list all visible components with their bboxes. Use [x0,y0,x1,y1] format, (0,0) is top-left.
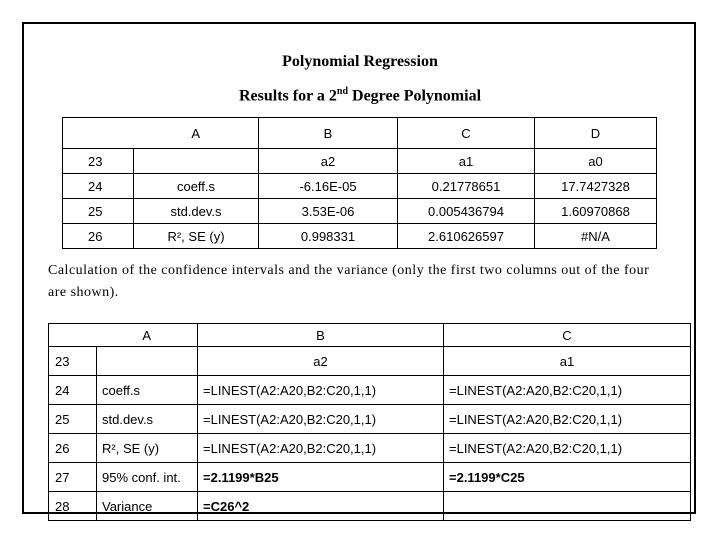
subtitle-superscript: nd [336,86,349,97]
cell-c: 2.610626597 [398,224,535,249]
slide-title: Polynomial Regression [282,53,438,70]
row-number: 28 [49,492,97,521]
cell-a [134,149,259,174]
table-row [63,149,657,174]
cell-c: =LINEST(A2:A20,B2:C20,1,1) [444,405,691,434]
slide-subtitle [0,86,720,105]
row-number: 27 [49,463,97,492]
table-row [63,199,657,224]
row-number: 25 [49,405,97,434]
header-corner [63,118,134,149]
cell-c: =LINEST(A2:A20,B2:C20,1,1) [444,376,691,405]
cell-b: =LINEST(A2:A20,B2:C20,1,1) [198,376,444,405]
cell-d: #N/A [535,224,657,249]
cell-d: 1.60970868 [535,199,657,224]
cell-a: R², SE (y) [134,224,259,249]
results-header-row [63,118,657,149]
row-number: 26 [49,434,97,463]
cell-b: =LINEST(A2:A20,B2:C20,1,1) [198,434,444,463]
row-number: 24 [63,174,134,199]
table-row [49,463,691,492]
cell-c: a1 [398,149,535,174]
cell-b: -6.16E-05 [259,174,398,199]
subtitle-prefix: Results for a 2 [238,87,337,105]
row-number: 25 [63,199,134,224]
table-row [49,376,691,405]
results-table [62,117,657,249]
cell-a: coeff.s [97,376,198,405]
cell-b: =LINEST(A2:A20,B2:C20,1,1) [198,405,444,434]
row-number: 23 [49,347,97,376]
header-col-c: C [398,118,535,149]
cell-a [97,347,198,376]
cell-a: std.dev.s [97,405,198,434]
header-corner [49,324,97,347]
header-col-c: C [444,324,691,347]
cell-a: std.dev.s [134,199,259,224]
cell-a: Variance [97,492,198,521]
header-col-a: A [134,118,259,149]
formula-table [48,323,691,521]
cell-c: =LINEST(A2:A20,B2:C20,1,1) [444,434,691,463]
cell-c: =2.1199*C25 [444,463,691,492]
row-number: 23 [63,149,134,174]
header-col-b: B [198,324,444,347]
table-row [49,492,691,521]
cell-c [444,492,691,521]
cell-d: 17.7427328 [535,174,657,199]
subtitle-suffix: Degree Polynomial [348,87,482,105]
cell-b: a2 [198,347,444,376]
table-row [49,347,691,376]
header-col-a: A [97,324,198,347]
header-col-b: B [259,118,398,149]
cell-a: 95% conf. int. [97,463,198,492]
cell-c: a1 [444,347,691,376]
explanation-paragraph: Calculation of the confidence intervals and the variance (only the first two columns out of the four are shown). [48,263,650,300]
table-row [49,405,691,434]
cell-a: coeff.s [134,174,259,199]
row-number: 24 [49,376,97,405]
cell-c: 0.21778651 [398,174,535,199]
cell-b: =2.1199*B25 [198,463,444,492]
formula-header-row [49,324,691,347]
cell-b: a2 [259,149,398,174]
cell-d: a0 [535,149,657,174]
cell-b: =C26^2 [198,492,444,521]
table-row [49,434,691,463]
cell-c: 0.005436794 [398,199,535,224]
table-row [63,224,657,249]
cell-b: 0.998331 [259,224,398,249]
row-number: 26 [63,224,134,249]
cell-a: R², SE (y) [97,434,198,463]
header-col-d: D [535,118,657,149]
cell-b: 3.53E-06 [259,199,398,224]
table-row [63,174,657,199]
